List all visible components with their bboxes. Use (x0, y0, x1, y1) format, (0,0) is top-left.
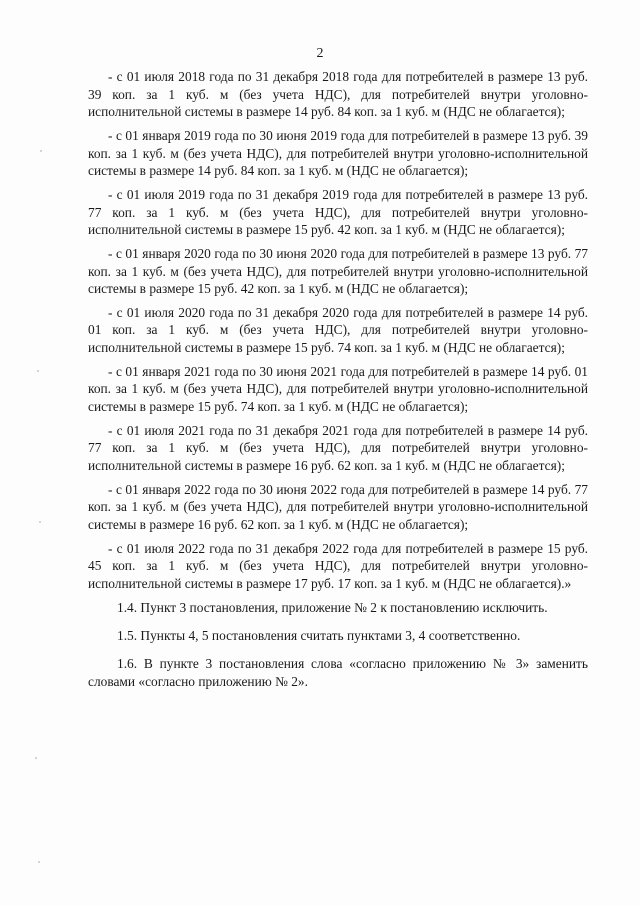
scan-artifact (39, 521, 41, 523)
document-body (88, 68, 588, 690)
clause-1-4: 1.4. Пункт 3 постановления, приложение № 2 к постановлению исключить. (117, 599, 548, 615)
tariff-paragraph: - с 01 января 2022 года по 30 июня 2022 года для потребителей в размере 14 руб. 77 коп. за 1 куб. м (без учета НДС), для потребителей внутри уголовно-исполнительной системы в размере 16 руб. 62 коп. за 1 куб. м (НДС не облагается); (88, 481, 588, 532)
tariff-paragraph: - с 01 июля 2020 года по 31 декабря 2020 года для потребителей в размере 14 руб. 01 коп. за 1 куб. м (без учета НДС), для потребителей внутри уголовно-исполнительной системы в размере 15 руб. 74 коп. за 1 куб. м (НДС не облагается); (88, 304, 588, 356)
tariff-paragraph: - с 01 июля 2018 года по 31 декабря 2018 года для потребителей в размере 13 руб. 39 коп. за 1 куб. м (без учета НДС), для потребителей внутри уголовно-исполнительной системы в размере 14 руб. 84 коп. за 1 куб. м (НДС не облагается); (88, 69, 588, 120)
tariff-paragraph: - с 01 января 2021 года по 30 июня 2021 года для потребителей в размере 14 руб. 01 коп. за 1 куб. м (без учета НДС), для потребителей внутри уголовно-исполнительной системы в размере 15 руб. 74 коп. за 1 куб. м (НДС не облагается); (88, 363, 588, 415)
clause-1-6: 1.6. В пункте 3 постановления слова «согласно приложению № 3» заменить словами «согласно приложению № 2». (88, 655, 588, 689)
page-number: 2 (316, 46, 324, 61)
tariff-paragraph: - с 01 января 2020 года по 30 июня 2020 года для потребителей в размере 13 руб. 77 коп. за 1 куб. м (без учета НДС), для потребителей внутри уголовно-исполнительной системы в размере 15 руб. 42 коп. за 1 куб. м (НДС не облагается); (88, 245, 588, 297)
scan-artifact (37, 370, 39, 372)
clause-1-5: 1.5. Пункты 4, 5 постановления считать пунктами 3, 4 соответственно. (117, 627, 521, 643)
scan-artifact (38, 861, 40, 863)
tariff-paragraph: - с 01 июля 2019 года по 31 декабря 2019 года для потребителей в размере 13 руб. 77 коп. за 1 куб. м (без учета НДС), для потребителей внутри уголовно-исполнительной системы в размере 15 руб. 42 коп. за 1 куб. м (НДС не облагается); (88, 186, 588, 238)
scan-artifact (35, 757, 37, 759)
tariff-paragraph: - с 01 июля 2022 года по 31 декабря 2022 года для потребителей в размере 15 руб. 45 коп. за 1 куб. м (без учета НДС), для потребителей внутри уголовно-исполнительной системы в размере 17 руб. 17 коп. за 1 куб. м (НДС не облагается).» (88, 540, 588, 591)
scan-artifact (40, 150, 42, 152)
tariff-paragraph: - с 01 января 2019 года по 30 июня 2019 года для потребителей в размере 13 руб. 39 коп. за 1 куб. м (без учета НДС), для потребителей внутри уголовно-исполнительной системы в размере 14 руб. 84 коп. за 1 куб. м (НДС не облагается); (88, 127, 588, 179)
tariff-paragraph: - с 01 июля 2021 года по 31 декабря 2021 года для потребителей в размере 14 руб. 77 коп. за 1 куб. м (без учета НДС), для потребителей внутри уголовно-исполнительной системы в размере 16 руб. 62 коп. за 1 куб. м (НДС не облагается); (88, 422, 588, 473)
